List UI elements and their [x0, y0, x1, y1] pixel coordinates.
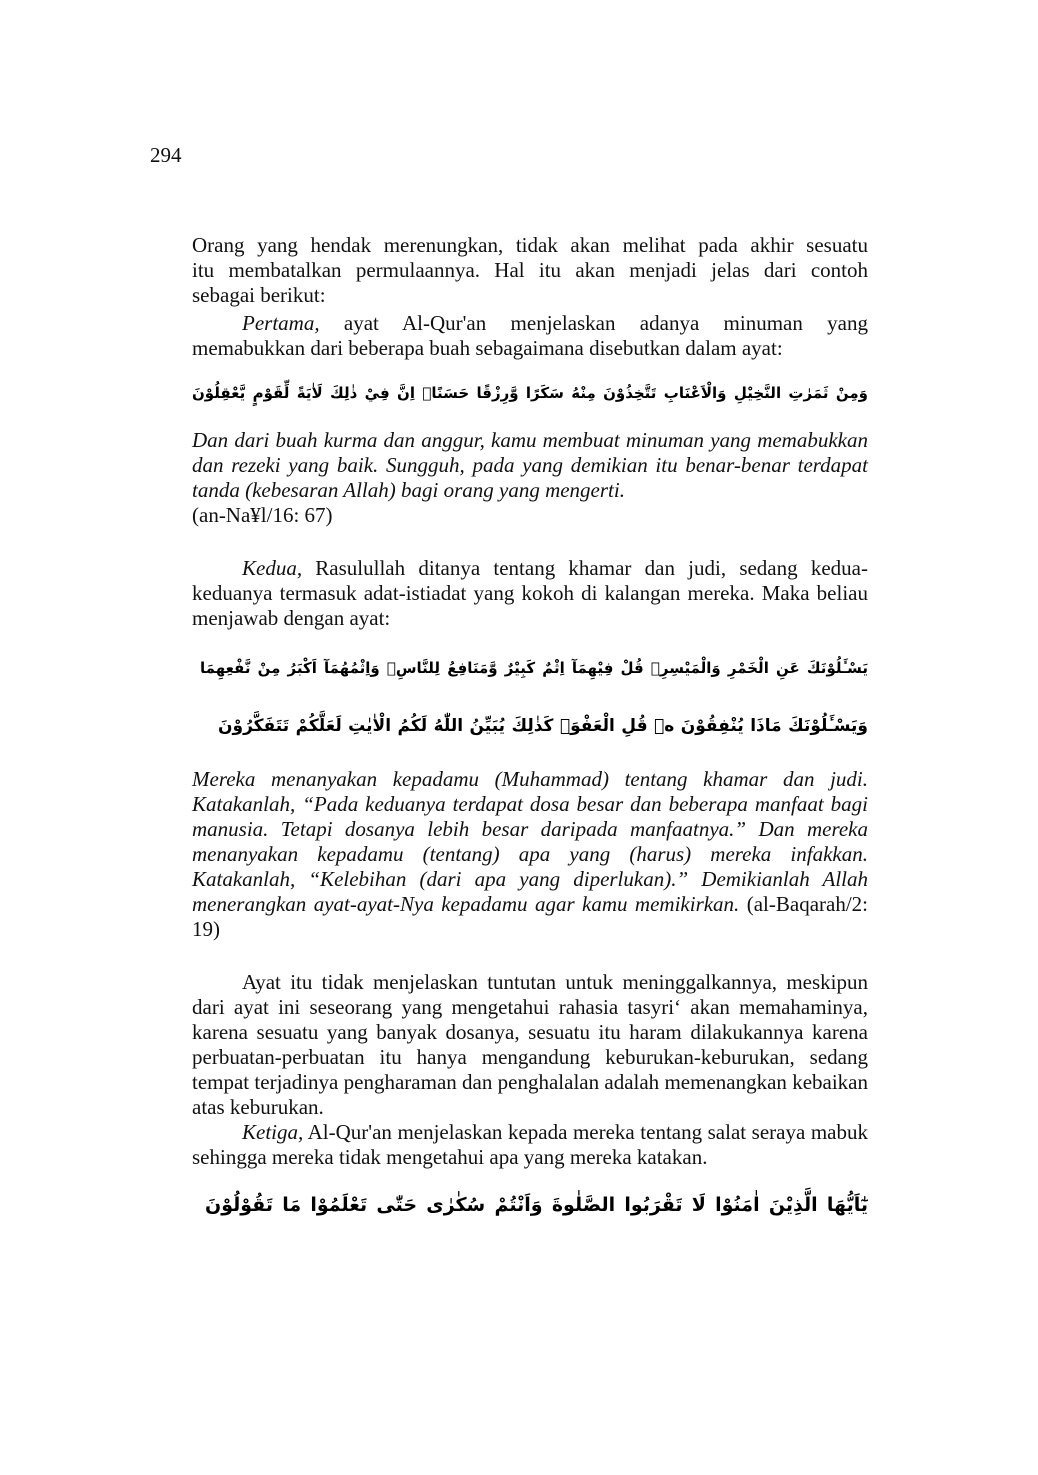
- second-paragraph: [192, 556, 868, 631]
- ayah-an-nahl-67-text: وَمِنْ ثَمَرٰتِ النَّخِيْلِ وَالْاَعْنَابِ تَتَّخِذُوْنَ مِنْهُ سَكَرًا وَّرِزْقًا حَسَنًاۗ اِنَّ فِيْ ذٰلِكَ لَاٰيَةً لِّقَوْمٍ يَّعْقِلُوْنَ: [192, 384, 868, 402]
- first-label: Pertama,: [242, 311, 320, 335]
- intro-line-2: itu membatalkan permulaannya. Hal itu akan menjadi jelas dari contoh: [192, 258, 868, 282]
- page-number: 294: [150, 143, 182, 167]
- first-paragraph: [192, 311, 868, 361]
- ayah-al-baqarah-line-1-text: يَسْـَٔلُوْنَكَ عَنِ الْخَمْرِ وَالْمَيْسِرِۗ قُلْ فِيْهِمَآ اِثْمٌ كَبِيْرٌ وَّمَنَافِعُ لِلنَّاسِۖ وَاِثْمُهُمَآ اَكْبَرُ مِنْ نَّفْعِهِمَا: [200, 659, 868, 677]
- intro-line-1: Orang yang hendak merenungkan, tidak akan melihat pada akhir sesuatu: [192, 233, 868, 257]
- second-label: Kedua,: [242, 556, 303, 580]
- intro-paragraph: [192, 233, 868, 308]
- intro-line-3: sebagai berikut:: [192, 283, 326, 307]
- second-text: Rasulullah ditanya tentang khamar dan judi, sedang kedua-keduanya termasuk adat-istiadat yang kokoh di kalangan mereka. Maka beliau menjawab dengan ayat:: [192, 556, 868, 630]
- first-translation-block: [192, 428, 868, 528]
- ayah-an-nisa-text: يٰٓاَيُّهَا الَّذِيْنَ اٰمَنُوْا لَا تَقْرَبُوا الصَّلٰوةَ وَاَنْتُمْ سُكٰرٰى حَتّٰى تَعْلَمُوْا مَا تَقُوْلُوْنَ: [205, 1194, 868, 1216]
- first-reference: (an-Na¥l/16: 67): [192, 503, 333, 527]
- explanation-paragraph: [192, 970, 868, 1120]
- second-reference: (al-Baqarah/2: 19): [192, 892, 868, 941]
- ayah-al-baqarah-line-2: [218, 703, 868, 749]
- ayah-an-nisa: [205, 1182, 868, 1228]
- third-text: Al-Qur'an menjelaskan kepada mereka tentang salat seraya mabuk sehingga mereka tidak mengetahui apa yang mereka katakan.: [192, 1120, 868, 1169]
- ayah-al-baqarah-line-2-text: وَيَسْـَٔلُوْنَكَ مَاذَا يُنْفِقُوْنَ ەۗ قُلِ الْعَفْوَۗ كَذٰلِكَ يُبَيِّنُ اللّٰهُ لَكُمُ الْاٰيٰتِ لَعَلَّكُمْ تَتَفَكَّرُوْنَ: [218, 716, 868, 736]
- third-paragraph: [192, 1120, 868, 1170]
- second-translation-block: [192, 767, 868, 942]
- ayah-al-baqarah-line-1: [200, 646, 868, 690]
- first-translation: Dan dari buah kurma dan anggur, kamu membuat minuman yang memabukkan dan rezeki yang baik. Sungguh, pada yang demikian itu benar-benar terdapat tanda (kebesaran Allah) bagi orang yang mengerti.: [192, 428, 868, 502]
- ayah-an-nahl-67: [192, 371, 868, 415]
- first-text: ayat Al-Qur'an menjelaskan adanya minuman yang memabukkan dari beberapa buah sebagaimana disebutkan dalam ayat:: [192, 311, 868, 360]
- third-label: Ketiga,: [242, 1120, 304, 1144]
- explanation-text: Ayat itu tidak menjelaskan tuntutan untuk meninggalkannya, meskipun dari ayat ini seseorang yang mengetahui rahasia tasyri‘ akan memahaminya, karena sesuatu yang banyak dosanya, sesuatu itu haram dilakukannya karena perbuatan-perbuatan itu hanya mengandung keburukan-keburukan, sedang tempat terjadinya pengharaman dan penghalalan adalah memenangkan kebaikan atas keburukan.: [192, 970, 868, 1119]
- second-translation: Mereka menanyakan kepadamu (Muhammad) tentang khamar dan judi. Katakanlah, “Pada keduanya terdapat dosa besar dan beberapa manfaat bagi manusia. Tetapi dosanya lebih besar daripada manfaatnya.” Dan mereka menanyakan kepadamu (tentang) apa yang (harus) mereka infakkan. Katakanlah, “Kelebihan (dari apa yang diperlukan).” Demikianlah Allah menerangkan ayat-ayat-Nya kepadamu agar kamu memikirkan.: [192, 767, 868, 916]
